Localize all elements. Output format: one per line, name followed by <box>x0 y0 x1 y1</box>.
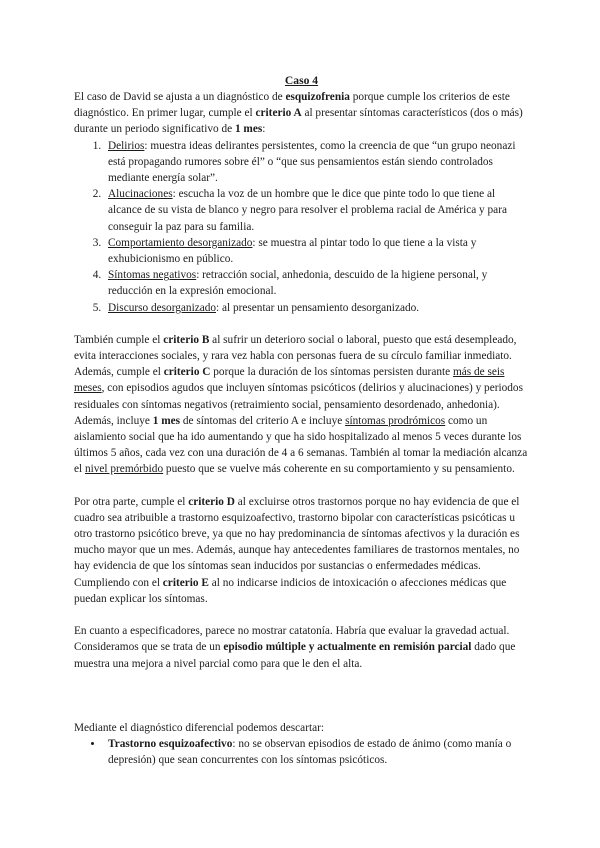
spacer <box>74 672 529 720</box>
text-run: al presentar síntomas característicos (dos o más) durante un periodo significativo de <box>74 107 523 136</box>
criterion-d-e-paragraph <box>74 494 529 607</box>
bold-term: criterio E <box>162 576 209 589</box>
list-item-term: Trastorno esquizoafectivo <box>108 737 233 750</box>
page-title: Caso 4 <box>284 74 319 87</box>
intro-paragraph <box>74 89 529 138</box>
text-run: porque la duración de los síntomas persisten durante <box>210 366 453 379</box>
text-run: El caso de David se ajusta a un diagnóstico de <box>74 91 286 103</box>
text-run: al sufrir un deterioro social o laboral, puesto que está desempleado, evita interacciones sociales, y rara vez habla con personas fuera de su círculo familiar inmediato. Además, cumple el <box>74 333 517 379</box>
differential-list <box>74 736 529 768</box>
list-item-text: : retracción social, anhedonia, descuido de la higiene personal, y reducción en la expresión emocional. <box>108 269 488 298</box>
criteria-list <box>74 138 529 316</box>
text-run: En cuanto a especificadores, parece no mostrar catatonía. Habría que evaluar la gravedad actual. Consideramos que se trata de un <box>74 625 510 654</box>
bold-term: episodio múltiple y actualmente en remisión parcial <box>223 641 472 654</box>
text-run: como un aislamiento social que ha ido aumentando y que ha sido hospitalizado al menos 5 veces durante los últimos 5 años, cada vez con una duración de 4 a 6 semanas. También al tomar la mediación alcanza el <box>74 414 528 476</box>
bold-term: esquizofrenia <box>285 91 350 103</box>
text-run: : <box>262 123 266 136</box>
text-run: , con episodios agudos que incluyen síntomas psicóticos (delirios y alucinaciones) y periodos residuales con síntomas negativos (retraimiento social, pensamiento desordenado, anhedonia). Además, incluye <box>74 382 523 427</box>
list-item <box>104 186 529 235</box>
list-item <box>104 138 529 187</box>
list-item-term: Comportamiento desorganizado <box>108 236 253 249</box>
spacer <box>74 607 529 623</box>
list-item-term: Síntomas negativos <box>108 269 197 282</box>
text-run: Por otra parte, cumple el <box>74 495 189 508</box>
specifiers-paragraph <box>74 623 529 672</box>
underlined-term: nivel premórbido <box>84 463 164 476</box>
list-item <box>104 300 529 316</box>
text-run: al excluirse otros trastornos porque no hay evidencia de que el cuadro sea atribuible a trastorno esquizoafectivo, trastorno bipolar con características psicóticas u otro trastorno psicótico breve, ya que no hay predominancia de síntomas afectivos y la duración es mucho mayor que un mes. Además, aunque hay antecedentes familiares de trastornos mentales, no hay evidencia de que los síntomas sean inducidos por sustancias o enfermedades médicas. Cumpliendo con el <box>74 495 520 589</box>
text-run: al no indicarse indicios de intoxicación o afecciones médicas que puedan explicar los síntomas. <box>74 576 507 605</box>
text-run: puesto que se vuelve más coherente en su comportamiento y su pensamiento. <box>163 463 515 476</box>
list-item-text: : escucha la voz de un hombre que le dice que pinte todo lo que tiene al alcance de su vista de blanco y negro para resolver el problema racial de América y para conseguir la paz para su familia. <box>108 188 507 233</box>
list-item-text: : no se observan episodios de estado de ánimo (como manía o depresión) que sean concurrentes con los síntomas psicóticos. <box>108 737 512 767</box>
list-item-text: : muestra ideas delirantes persistentes, como la creencia de que “un grupo neonazi está propagando rumores sobre él” o “que sus pensamientos están siendo controlados mediante energía solar”. <box>108 139 516 185</box>
bold-term: criterio A <box>255 107 302 120</box>
underlined-term: síntomas prodrómicos <box>345 414 446 427</box>
bold-term: 1 mes <box>152 414 181 427</box>
text-run: porque cumple los criterios de este diagnóstico. En primer lugar, cumple el <box>74 91 510 120</box>
list-item-term: Alucinaciones <box>108 188 173 201</box>
text-run: dado que muestra una mejora a nivel parcial como para que le den el alta. <box>74 641 516 670</box>
differential-intro: Mediante el diagnóstico diferencial podemos descartar: <box>74 721 325 734</box>
list-item-text: : se muestra al pintar todo lo que tiene a la vista y exhubicionismo en público. <box>108 236 477 266</box>
bold-term: criterio C <box>163 366 211 379</box>
list-item <box>104 736 529 768</box>
bold-term: criterio B <box>163 333 210 346</box>
bold-term: criterio D <box>188 495 235 508</box>
list-item-term: Delirios <box>108 139 145 152</box>
list-item <box>104 235 529 267</box>
spacer <box>74 478 529 494</box>
list-item <box>104 267 529 299</box>
bold-term: 1 mes <box>234 123 263 136</box>
document-body <box>74 73 529 768</box>
list-item-text: : al presentar un pensamiento desorganizado. <box>216 301 420 314</box>
list-item-term: Discurso desorganizado <box>108 301 217 314</box>
text-run: También cumple el <box>74 333 164 346</box>
spacer <box>74 316 529 332</box>
criterion-b-c-paragraph <box>74 332 529 478</box>
underlined-term: más de seis meses <box>74 366 505 395</box>
text-run: de síntomas del criterio A e incluye <box>180 414 346 427</box>
